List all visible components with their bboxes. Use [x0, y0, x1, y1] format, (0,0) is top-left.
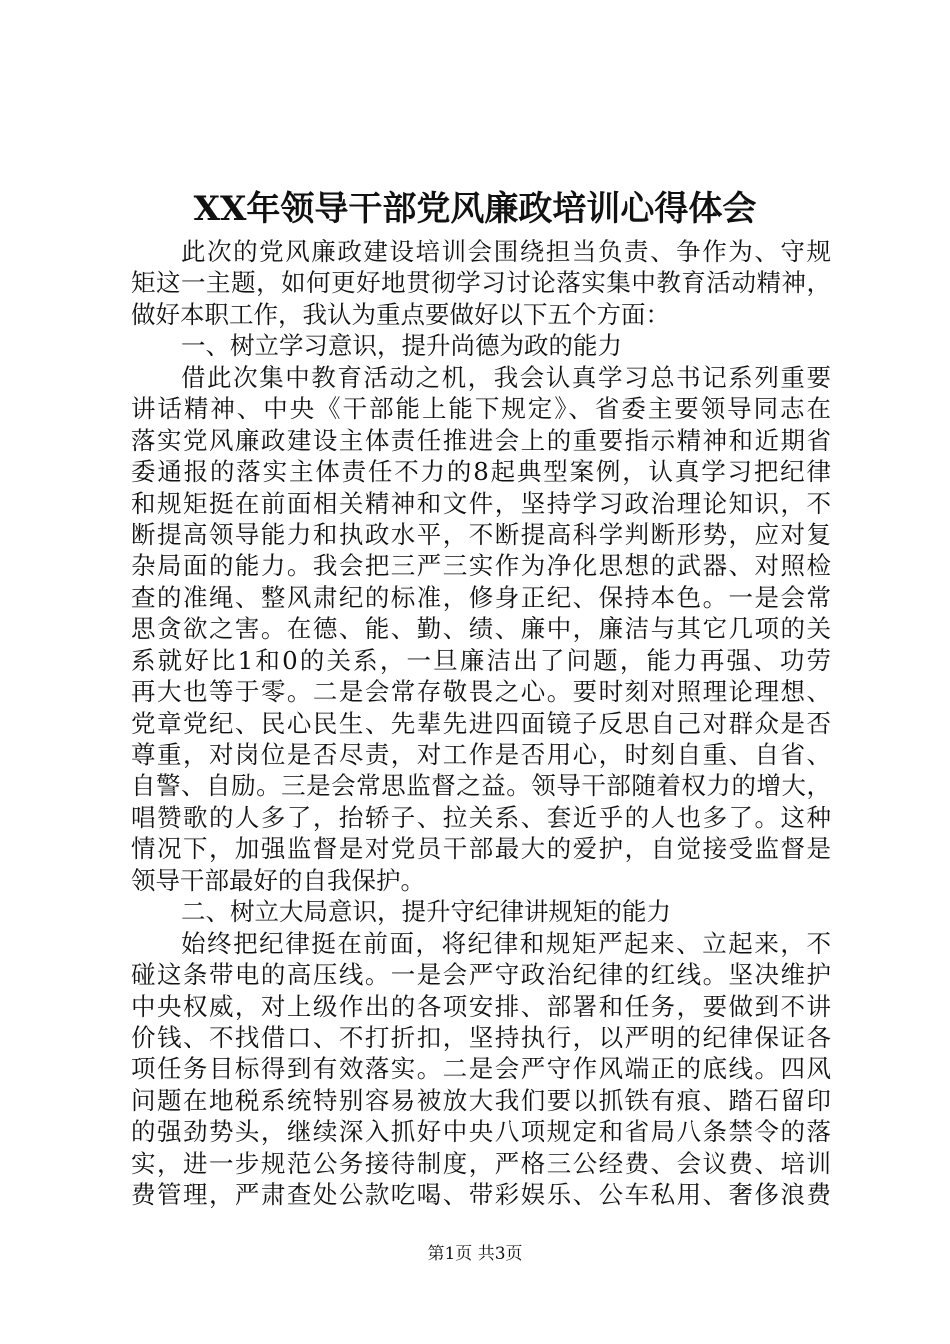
- text-line: 系就好比1和0的关系，一旦廉洁出了问题，能力再强、功劳: [131, 645, 831, 675]
- text-line: 落实党风廉政建设主体责任推进会上的重要指示精神和近期省: [131, 425, 831, 455]
- text-line: 查的准绳、整风肃纪的标准，修身正纪、保持本色。一是会常: [131, 582, 831, 612]
- text-line: 再大也等于零。二是会常存敬畏之心。要时刻对照理论理想、: [131, 677, 831, 707]
- text-line: 此次的党风廉政建设培训会围绕担当负责、争作为、守规: [181, 237, 831, 266]
- text-line: 碰这条带电的高压线。一是会严守政治纪律的红线。坚决维护: [131, 960, 831, 990]
- text-line: 做好本职工作，我认为重点要做好以下五个方面：: [131, 299, 670, 329]
- text-line: 二、树立大局意识，提升守纪律讲规矩的能力: [181, 897, 671, 927]
- page-footer: 第1页 共3页: [427, 1244, 523, 1264]
- text-line: 始终把纪律挺在前面，将纪律和规矩严起来、立起来，不: [181, 928, 831, 958]
- text-line: 思贪欲之害。在德、能、勤、绩、廉中，廉洁与其它几项的关: [131, 614, 831, 644]
- text-line: 一、树立学习意识，提升尚德为政的能力: [181, 331, 622, 361]
- text-line: 党章党纪、民心民生、先辈先进四面镜子反思自己对群众是否: [131, 708, 831, 738]
- text-line: 讲话精神、中央《干部能上能下规定》、省委主要领导同志在: [131, 394, 831, 424]
- text-line: 自警、自励。三是会常思监督之益。领导干部随着权力的增大，: [131, 771, 831, 801]
- text-line: 杂局面的能力。我会把三严三实作为净化思想的武器、对照检: [131, 551, 831, 581]
- text-line: 和规矩挺在前面相关精神和文件，坚持学习政治理论知识，不: [131, 488, 831, 518]
- text-line: 断提高领导能力和执政水平，不断提高科学判断形势，应对复: [131, 519, 831, 549]
- document-title: XX年领导干部党风廉政培训心得体会: [193, 189, 757, 229]
- text-line: 委通报的落实主体责任不力的8起典型案例，认真学习把纪律: [131, 457, 831, 487]
- text-line: 项任务目标得到有效落实。二是会严守作风端正的底线。四风: [131, 1054, 831, 1084]
- text-line: 价钱、不找借口、不打折扣，坚持执行，以严明的纪律保证各: [131, 1022, 831, 1052]
- text-line: 唱赞歌的人多了，抬轿子、拉关系、套近乎的人也多了。这种: [131, 802, 831, 832]
- text-line: 费管理，严肃查处公款吃喝、带彩娱乐、公车私用、奢侈浪费: [131, 1180, 831, 1210]
- text-line: 尊重，对岗位是否尽责，对工作是否用心，时刻自重、自省、: [131, 740, 831, 769]
- text-line: 借此次集中教育活动之机，我会认真学习总书记系列重要: [181, 362, 831, 392]
- text-line: 问题在地税系统特别容易被放大我们要以抓铁有痕、踏石留印: [131, 1085, 831, 1115]
- text-line: 实，进一步规范公务接待制度，严格三公经费、会议费、培训: [131, 1148, 831, 1178]
- text-line: 的强劲势头，继续深入抓好中央八项规定和省局八条禁令的落: [131, 1117, 831, 1147]
- text-line: 中央权威，对上级作出的各项安排、部署和任务，要做到不讲: [131, 991, 831, 1021]
- text-line: 领导干部最好的自我保护。: [131, 865, 425, 895]
- text-line: 情况下，加强监督是对党员干部最大的爱护，自觉接受监督是: [131, 834, 831, 864]
- document-body: [131, 236, 831, 1211]
- text-line: 矩这一主题，如何更好地贯彻学习讨论落实集中教育活动精神，: [131, 268, 831, 298]
